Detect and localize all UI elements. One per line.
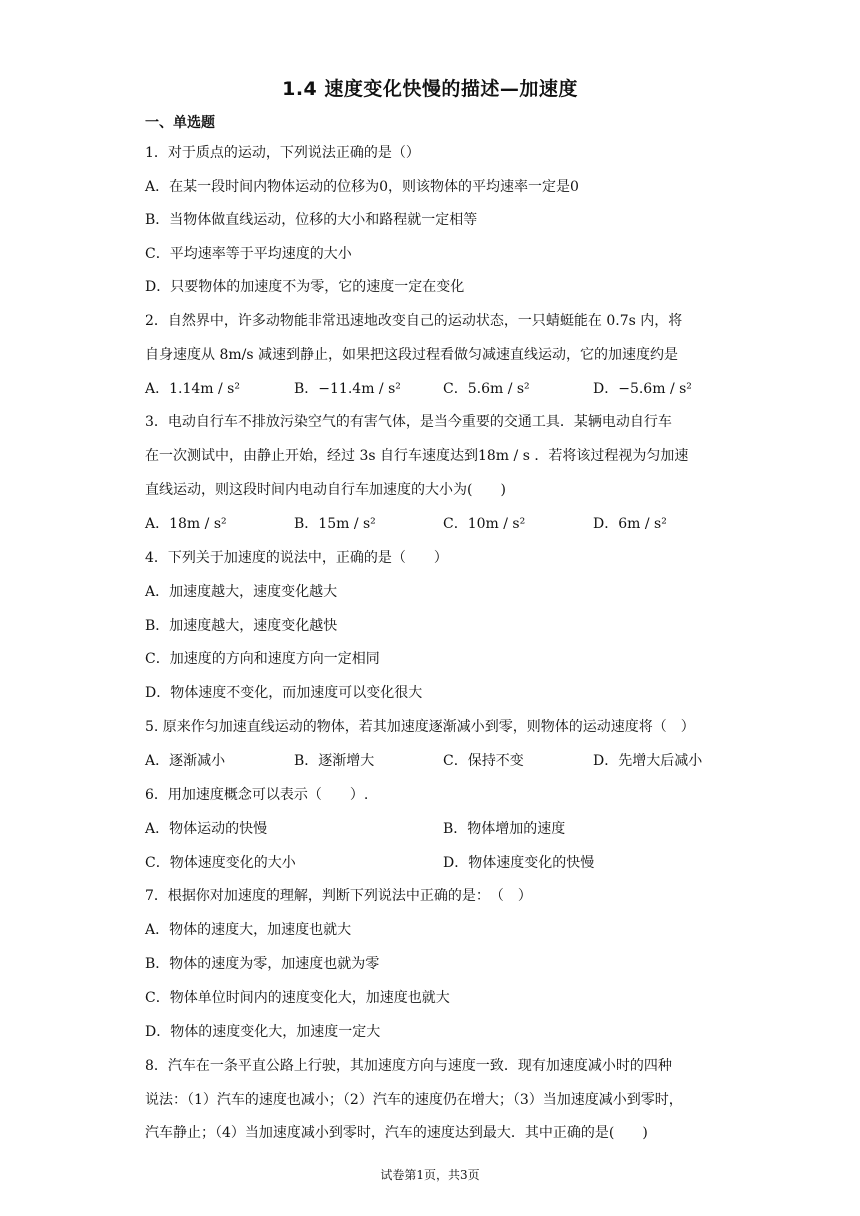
q7-option-a: A．物体的速度大，加速度也就大 bbox=[145, 922, 352, 938]
q6-option-c: C．物体速度变化的大小 bbox=[145, 855, 296, 871]
q1-option-b: B．当物体做直线运动，位移的大小和路程就一定相等 bbox=[145, 212, 478, 228]
q5-option-c: C．保持不变 bbox=[443, 753, 524, 769]
q4-option-b: B．加速度越大，速度变化越快 bbox=[145, 618, 338, 634]
q3-stem-line-2: 在一次测试中，由静止开始，经过 3s 自行车速度达到18m / s ．若将该过程视为匀加速 bbox=[145, 448, 689, 464]
q4-stem: 4．下列关于加速度的说法中，正确的是（ ） bbox=[145, 550, 448, 566]
q6-option-b: B．物体增加的速度 bbox=[443, 821, 566, 837]
q5-stem: 5. 原来作匀加速直线运动的物体，若其加速度逐渐减小到零，则物体的运动速度将（ ） bbox=[145, 719, 695, 735]
q8-stem-line-3: 汽车静止；（4）当加速度减小到零时，汽车的速度达到最大．其中正确的是( ) bbox=[145, 1125, 648, 1141]
q4-option-a: A．加速度越大，速度变化越大 bbox=[145, 584, 338, 600]
q1-option-d: D．只要物体的加速度不为零，它的速度一定在变化 bbox=[145, 279, 465, 295]
q2-option-d: D．−5.6m / s² bbox=[593, 381, 692, 397]
q6-stem: 6．用加速度概念可以表示（ ）. bbox=[145, 787, 369, 803]
q3-option-d: D．6m / s² bbox=[593, 516, 667, 532]
page-title: 1.4 速度变化快慢的描述—加速度 bbox=[282, 78, 578, 100]
q5-option-b: B．逐渐增大 bbox=[294, 753, 375, 769]
page-footer: 试卷第1页，共3页 bbox=[380, 1168, 480, 1182]
q5-option-d: D．先增大后减小 bbox=[593, 753, 703, 769]
q6-option-d: D．物体速度变化的快慢 bbox=[443, 855, 595, 871]
q1-option-c: C．平均速率等于平均速度的大小 bbox=[145, 246, 352, 262]
q8-stem-line-1: 8．汽车在一条平直公路上行驶，其加速度方向与速度一致．现有加速度减小时的四种 bbox=[145, 1058, 672, 1074]
q2-option-b: B．−11.4m / s² bbox=[294, 381, 401, 397]
q8-stem-line-2: 说法：（1）汽车的速度也减小；（2）汽车的速度仍在增大；（3）当加速度减小到零时， bbox=[145, 1092, 683, 1108]
q2-stem-line-1: 2．自然界中，许多动物能非常迅速地改变自己的运动状态，一只蜻蜓能在 0.7s 内，将 bbox=[145, 313, 683, 329]
q6-option-a: A．物体运动的快慢 bbox=[145, 821, 268, 837]
q4-option-d: D．物体速度不变化，而加速度可以变化很大 bbox=[145, 685, 423, 701]
q7-option-d: D．物体的速度变化大，加速度一定大 bbox=[145, 1024, 381, 1040]
q4-option-c: C．加速度的方向和速度方向一定相同 bbox=[145, 651, 380, 667]
q3-option-c: C．10m / s² bbox=[443, 516, 526, 532]
q3-option-a: A．18m / s² bbox=[145, 516, 227, 532]
q2-option-c: C．5.6m / s² bbox=[443, 381, 530, 397]
q1-stem: 1．对于质点的运动，下列说法正确的是（） bbox=[145, 145, 420, 161]
q2-option-a: A．1.14m / s² bbox=[145, 381, 240, 397]
q2-stem-line-2: 自身速度从 8m/s 减速到静止，如果把这段过程看做匀减速直线运动，它的加速度约是 bbox=[145, 347, 678, 363]
q3-stem-line-1: 3．电动自行车不排放污染空气的有害气体，是当今重要的交通工具．某辆电动自行车 bbox=[145, 414, 672, 430]
section-heading: 一、单选题 bbox=[145, 115, 215, 131]
q7-option-c: C．物体单位时间内的速度变化大，加速度也就大 bbox=[145, 990, 450, 1006]
q3-option-b: B．15m / s² bbox=[294, 516, 376, 532]
q1-option-a: A．在某一段时间内物体运动的位移为0，则该物体的平均速率一定是0 bbox=[145, 179, 579, 195]
q3-stem-line-3: 直线运动，则这段时间内电动自行车加速度的大小为( ) bbox=[145, 482, 506, 498]
q7-stem: 7．根据你对加速度的理解，判断下列说法中正确的是： （ ） bbox=[145, 888, 532, 904]
q5-option-a: A．逐渐减小 bbox=[145, 753, 226, 769]
q7-option-b: B．物体的速度为零，加速度也就为零 bbox=[145, 956, 380, 972]
